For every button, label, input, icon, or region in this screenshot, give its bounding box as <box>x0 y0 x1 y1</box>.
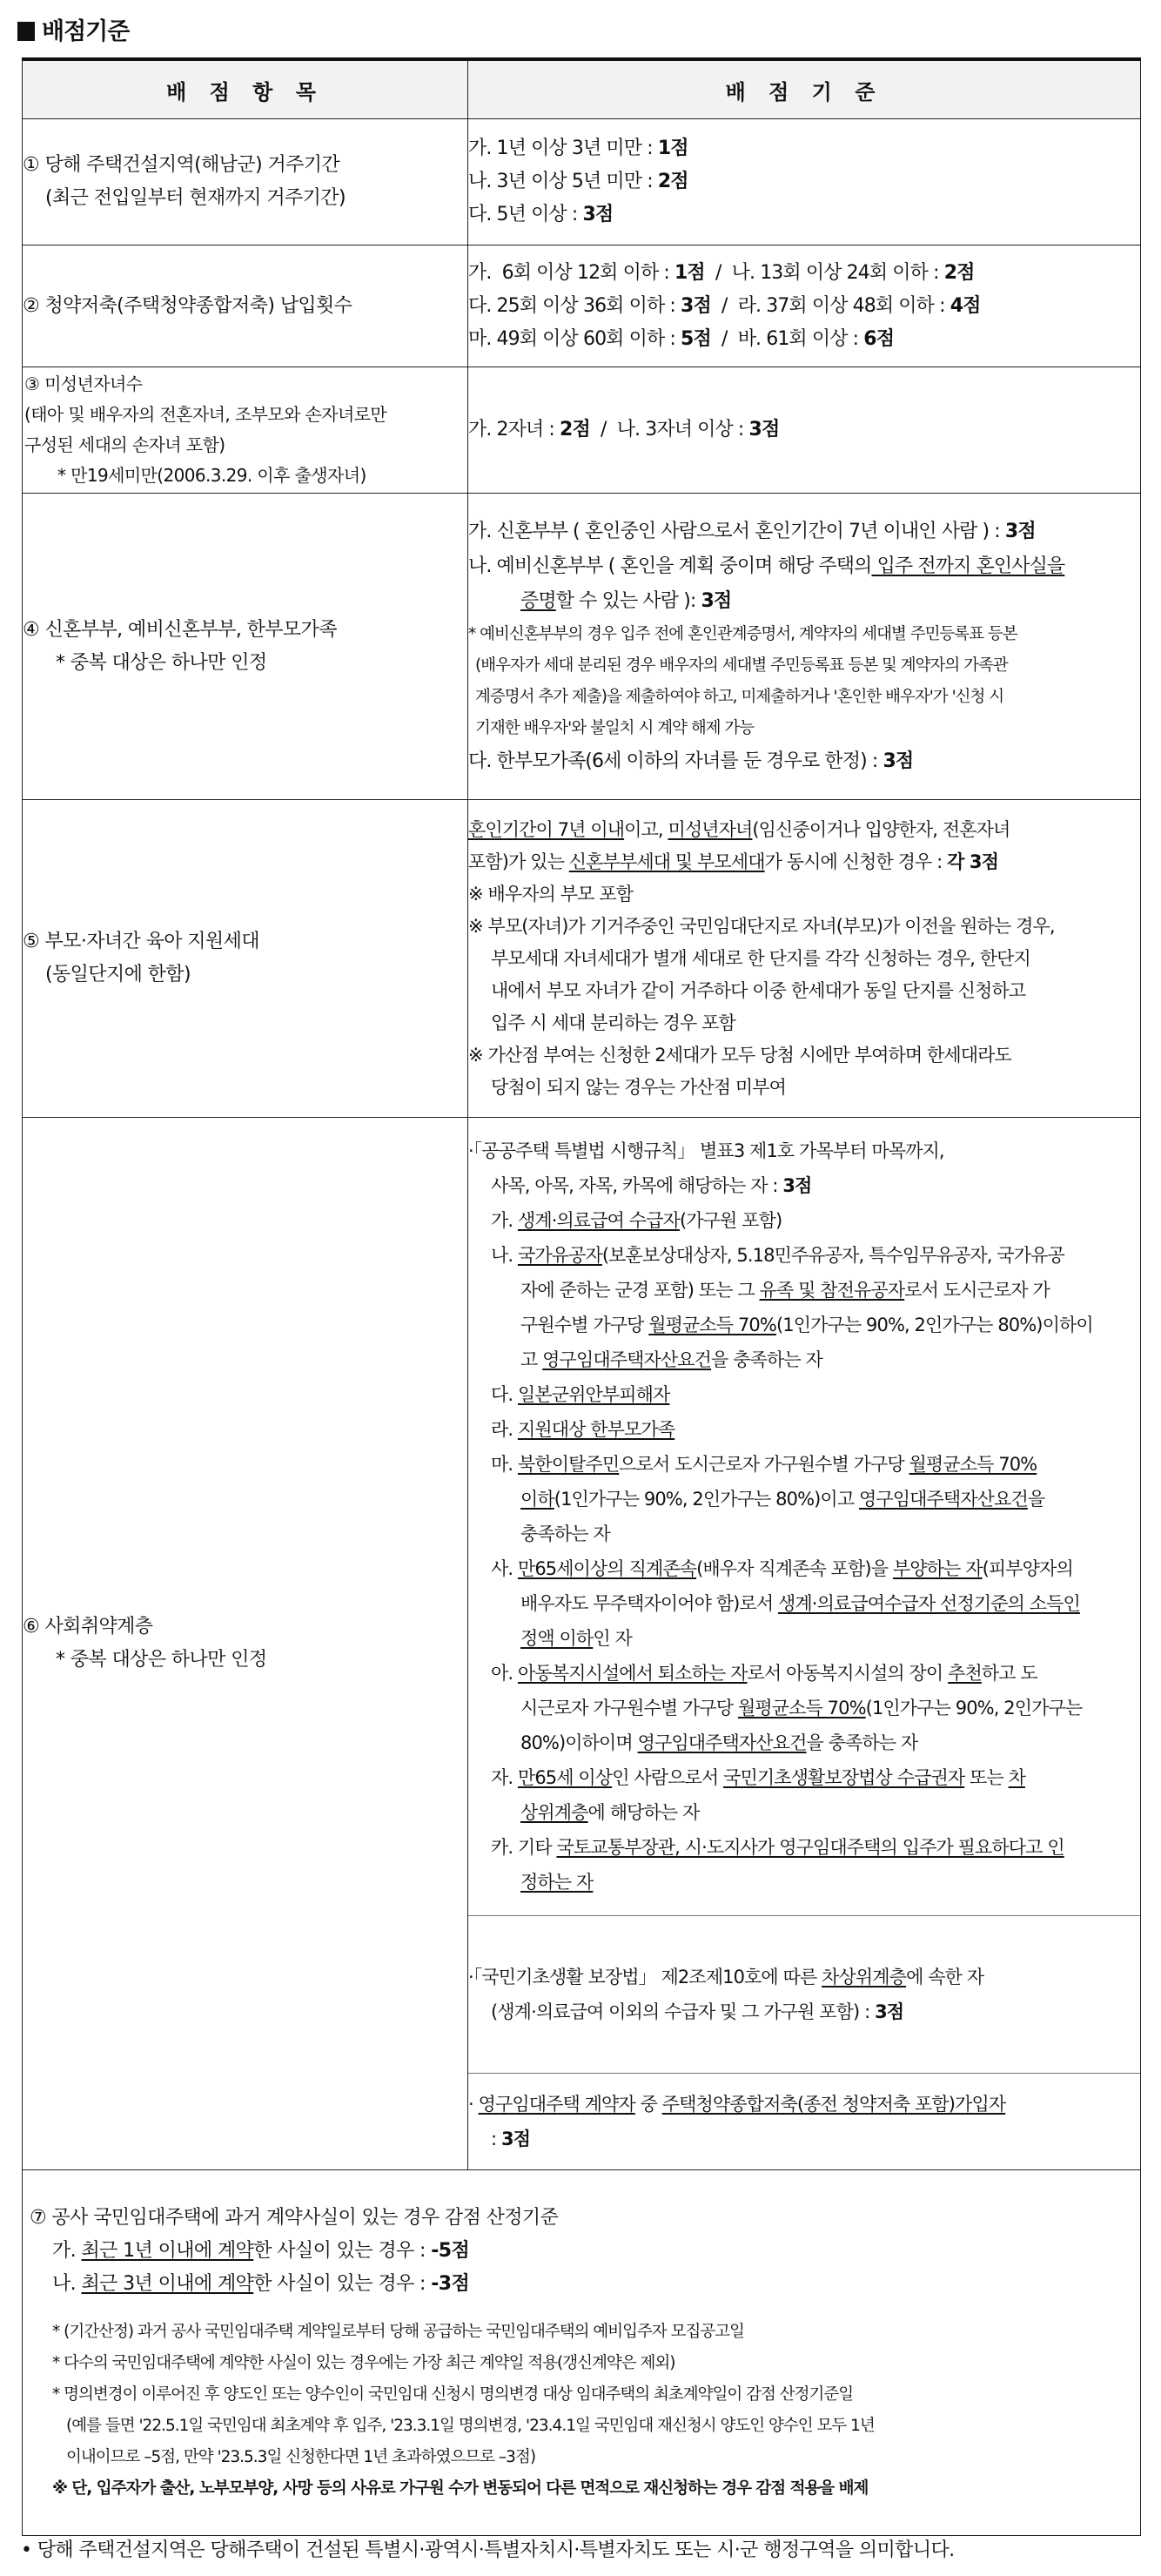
item-vulnerable-groups: ⑥ 사회취약계층 * 중복 대상은 하나만 인정 <box>23 1118 468 2170</box>
table-row <box>23 800 1141 1118</box>
table-row <box>23 367 1141 494</box>
table-row <box>23 494 1141 800</box>
table-row <box>23 119 1141 245</box>
item-residence-period: ① 당해 주택건설지역(해남군) 거주기간 (최근 전입일부터 현재까지 거주기간) <box>23 119 468 245</box>
table-row <box>23 245 1141 367</box>
section-title: 배점기준 <box>17 12 129 46</box>
criteria-subscription-count: 가. 6회 이상 12회 이하 : 1점 / 나. 13회 이상 24회 이하 : 2점 다. 25회 이상 36회 이하 : 3점 / 라. 37회 이상 48회 이하 : 4점 마. 49회 이상 60회 이하 : 5점 / 바. 61회 이상 : 6점 <box>468 245 1141 367</box>
table-row <box>23 1118 1141 2170</box>
criteria-minor-children: 가. 2자녀 : 2점 / 나. 3자녀 이상 : 3점 <box>468 367 1141 494</box>
header-criteria: 배 점 기 준 <box>468 59 1141 119</box>
table-row <box>23 2170 1141 2536</box>
header-item: 배 점 항 목 <box>23 59 468 119</box>
item-newlyweds: ④ 신혼부부, 예비신혼부부, 한부모가족 * 중복 대상은 하나만 인정 <box>23 494 468 800</box>
vulnerable-sub-permanent-rental: · 영구임대주택 계약자 중 주택청약종합저축(종전 청약저축 포함)가입자 : 3점 <box>468 2094 1006 2149</box>
item-subscription-count: ② 청약저축(주택청약종합저축) 납입횟수 <box>23 245 468 367</box>
vulnerable-sub-near-poverty: ·「국민기초생활 보장법」 제2조제10호에 따른 차상위계층에 속한 자 (생계·의료급여 이외의 수급자 및 그 가구원 포함) : 3점 <box>468 1916 1140 2074</box>
scoring-criteria-table <box>22 57 1141 2536</box>
criteria-vulnerable-groups <box>468 1118 1141 2170</box>
footer-note: • 당해 주택건설지역은 당해주택이 건설된 특별시·광역시·특별자치시·특별자치도 또는 시·군 행정구역을 의미합니다. <box>21 2539 955 2561</box>
deduction-criteria: ⑦ 공사 국민임대주택에 과거 계약사실이 있는 경우 감점 산정기준 가. 최근 1년 이내에 계약한 사실이 있는 경우 : -5점 나. 최근 3년 이내에 계약한 사실이 있는 경우 : -3점 * (기간산정) 과거 공사 국민임대주택 계약일로부터 당해 공급하는 국민임대주택의 예비입주자 모집공고일 * 다수의 국민임대주택에 계약한 사실이 있는 경우에는 가장 최근 계약일 적용(갱신계약은 제외) * 명의변경이 이루어진 후 양도인 또는 양수인이 국민임대 신청시 명의변경 대상 임대주택의 최초계약일이 감점 산정기준일 (예를 들면 '22.5.1일 국민임대 최초계약 후 입주, '23.3.1일 명의변경, '23.4.1일 국민임대 재신청시 양도인 양수인 모두 1년 이내이므로 –5점, 만약 '23.5.3일 신청한다면 1년 초과하였으므로 –3점) ※ 단, 입주자가 출산, 노부모부양, 사망 등의 사유로 가구원 수가 변동되어 다른 면적으로 재신청하는 경우 감점 적용을 배제 <box>23 2170 1141 2536</box>
criteria-residence-period: 가. 1년 이상 3년 미만 : 1점 나. 3년 이상 5년 미만 : 2점 다. 5년 이상 : 3점 <box>468 119 1141 245</box>
criteria-childcare-support: 혼인기간이 7년 이내이고, 미성년자녀(임신중이거나 입양한자, 전혼자녀 포함)가 있는 신혼부부세대 및 부모세대가 동시에 신청한 경우 : 각 3점 ※ 배우자의 부모 포함 ※ 부모(자녀)가 기거주중인 국민임대단지로 자녀(부모)가 이전을 원하는 경우, 부모세대 자녀세대가 별개 세대로 한 단지를 각각 신청하는 경우, 한단지 내에서 부모 자녀가 같이 거주하다 이중 한세대가 동일 단지를 신청하고 입주 시 세대 분리하는 경우 포함 ※ 가산점 부여는 신청한 2세대가 모두 당첨 시에만 부여하며 한세대라도 당첨이 되지 않는 경우는 가산점 미부여 <box>468 800 1141 1118</box>
table-header-row <box>23 59 1141 119</box>
item-childcare-support: ⑤ 부모·자녀간 육아 지원세대 (동일단지에 한함) <box>23 800 468 1118</box>
vulnerable-sub-special-act: ·「공공주택 특별법 시행규칙」 별표3 제1호 가목부터 마목까지, 사목, 아목, 자목, 카목에 해당하는 자 : 3점 가. 생계·의료급여 수급자(가구원 포함) 나. 국가유공자(보훈보상대상자, 5.18민주유공자, 특수임무유공자, 국가유공 자에 준하는 군경 포함) 또는 그 유족 및 참전유공자로서 도시근로자 가 구원수별 가구당 월평균소득 70%(1인가구는 90%, 2인가구는 80%)이하이 고 영구임대주택자산요건을 충족하는 자 다. 일본군위안부피해자 라. 지원대상 한부모가족 마. 북한이탈주민으로서 도시근로자 가구원수별 가구당 월평균소득 70% 이하(1인가구는 90%, 2인가구는 80%)이고 영구임대주택자산요건을 충족하는 자 사. 만65세이상의 직계존속(배우자 직계존속 포함)을 부양하는 자(피부양자의 배우자도 무주택자이어야 함)로서 생계·의료급여수급자 선정기준의 소득인 정액 이하인 자 아. 아동복지시설에서 퇴소하는 자로서 아동복지시설의 장이 추천하고 도 시근로자 가구원수별 가구당 월평균소득 70%(1인가구는 90%, 2인가구는 80%)이하이며 영구임대주택자산요건을 충족하는 자 자. 만65세 이상인 사람으로서 국민기초생활보장법상 수급권자 또는 차 상위계층에 해당하는 자 카. 기타 국토교통부장관, 시·도지사가 영구임대주택의 입주가 필요하다고 인 정하는 자 <box>468 1118 1140 1916</box>
criteria-newlyweds: 가. 신혼부부 ( 혼인중인 사람으로서 혼인기간이 7년 이내인 사람 ) : 3점 나. 예비신혼부부 ( 혼인을 계획 중이며 해당 주택의 입주 전까지 혼인사실을 증명할 수 있는 사람 ): 3점 * 예비신혼부부의 경우 입주 전에 혼인관계증명서, 계약자의 세대별 주민등록표 등본 (배우자가 세대 분리된 경우 배우자의 세대별 주민등록표 등본 및 계약자의 가족관 계증명서 추가 제출)을 제출하여야 하고, 미제출하거나 '혼인한 배우자'가 '신청 시 기재한 배우자'와 불일치 시 계약 해제 가능 다. 한부모가족(6세 이하의 자녀를 둔 경우로 한정) : 3점 <box>468 494 1141 800</box>
exemption-note: ※ 단, 입주자가 출산, 노부모부양, 사망 등의 사유로 가구원 수가 변동되어 다른 면적으로 재신청하는 경우 감점 적용을 배제 <box>52 2478 869 2498</box>
square-bullet-icon <box>17 22 35 41</box>
vulnerable-subtable <box>468 1118 1140 2169</box>
item-minor-children: ③ 미성년자녀수 (태아 및 배우자의 전혼자녀, 조부모와 손자녀로만 구성된 세대의 손자녀 포함) * 만19세미만(2006.3.29. 이후 출생자녀) <box>23 367 468 494</box>
